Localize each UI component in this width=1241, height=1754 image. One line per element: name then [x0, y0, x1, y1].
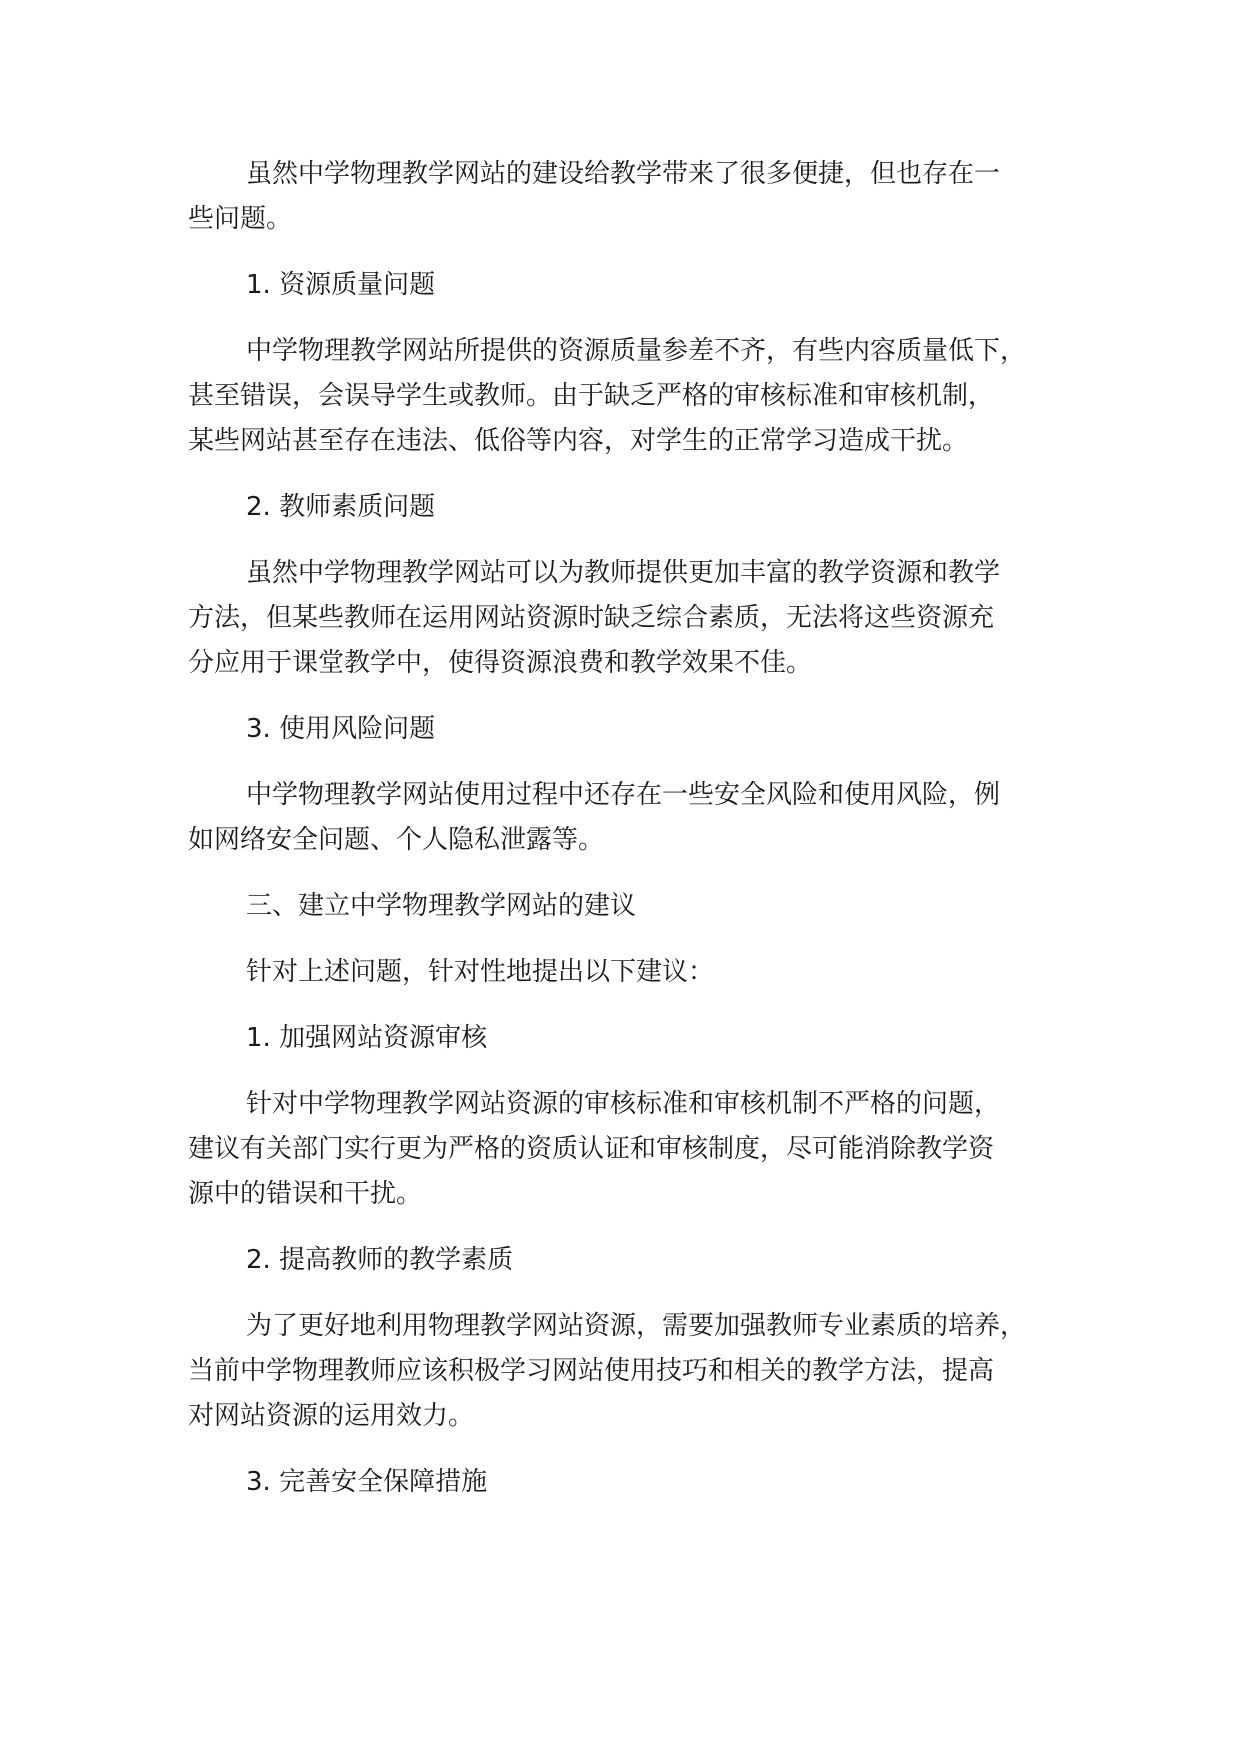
text-line: 某些网站甚至存在违法、低俗等内容，对学生的正常学习造成干扰。: [188, 426, 969, 456]
text-line: 建议有关部门实行更为严格的资质认证和审核制度，尽可能消除教学资: [188, 1134, 995, 1164]
text-line: 如网络安全问题、个人隐私泄露等。: [188, 825, 605, 855]
text-line: 甚至错误，会误导学生或教师。由于缺乏严格的审核标准和审核机制，: [188, 381, 995, 411]
text-line: 虽然中学物理教学网站的建设给教学带来了很多便捷，但也存在一: [246, 159, 1001, 189]
section-heading-suggestions: 三、建立中学物理教学网站的建议: [246, 891, 637, 921]
subheading-security-measures: 3. 完善安全保障措施: [246, 1467, 488, 1497]
text-line: 针对中学物理教学网站资源的审核标准和审核机制不严格的问题，: [246, 1089, 1001, 1119]
text-line: 为了更好地利用物理教学网站资源，需要加强教师专业素质的培养，: [246, 1311, 1027, 1341]
text-line: 当前中学物理教师应该积极学习网站使用技巧和相关的教学方法，提高: [188, 1356, 995, 1386]
paragraph-suggestions-intro: 针对上述问题，针对性地提出以下建议：: [246, 957, 715, 987]
text-line: 中学物理教学网站所提供的资源质量参差不齐，有些内容质量低下，: [246, 336, 1027, 366]
document-body: [188, 152, 1088, 1526]
text-line: 分应用于课堂教学中，使得资源浪费和教学效果不佳。: [188, 648, 813, 678]
text-line: 些问题。: [188, 204, 293, 234]
subheading-usage-risk: 3. 使用风险问题: [246, 714, 436, 744]
paragraph-resource-quality: [188, 329, 1088, 464]
text-line: 方法，但某些教师在运用网站资源时缺乏综合素质，无法将这些资源充: [188, 603, 995, 633]
subheading-resource-review: 1. 加强网站资源审核: [246, 1023, 488, 1053]
subheading-teacher-quality: 2. 教师素质问题: [246, 492, 436, 522]
paragraph-resource-review: [188, 1082, 1088, 1217]
paragraph-teacher-improvement: [188, 1304, 1088, 1439]
subheading-teacher-improvement: 2. 提高教师的教学素质: [246, 1245, 514, 1275]
text-line: 对网站资源的运用效力。: [188, 1401, 475, 1431]
intro-paragraph: [188, 152, 1088, 242]
paragraph-usage-risk: [188, 773, 1088, 863]
text-line: 源中的错误和干扰。: [188, 1179, 423, 1209]
text-line: 虽然中学物理教学网站可以为教师提供更加丰富的教学资源和教学: [246, 558, 1001, 588]
paragraph-teacher-quality: [188, 551, 1088, 686]
text-line: 中学物理教学网站使用过程中还存在一些安全风险和使用风险，例: [246, 780, 1001, 810]
subheading-resource-quality: 1. 资源质量问题: [246, 270, 436, 300]
